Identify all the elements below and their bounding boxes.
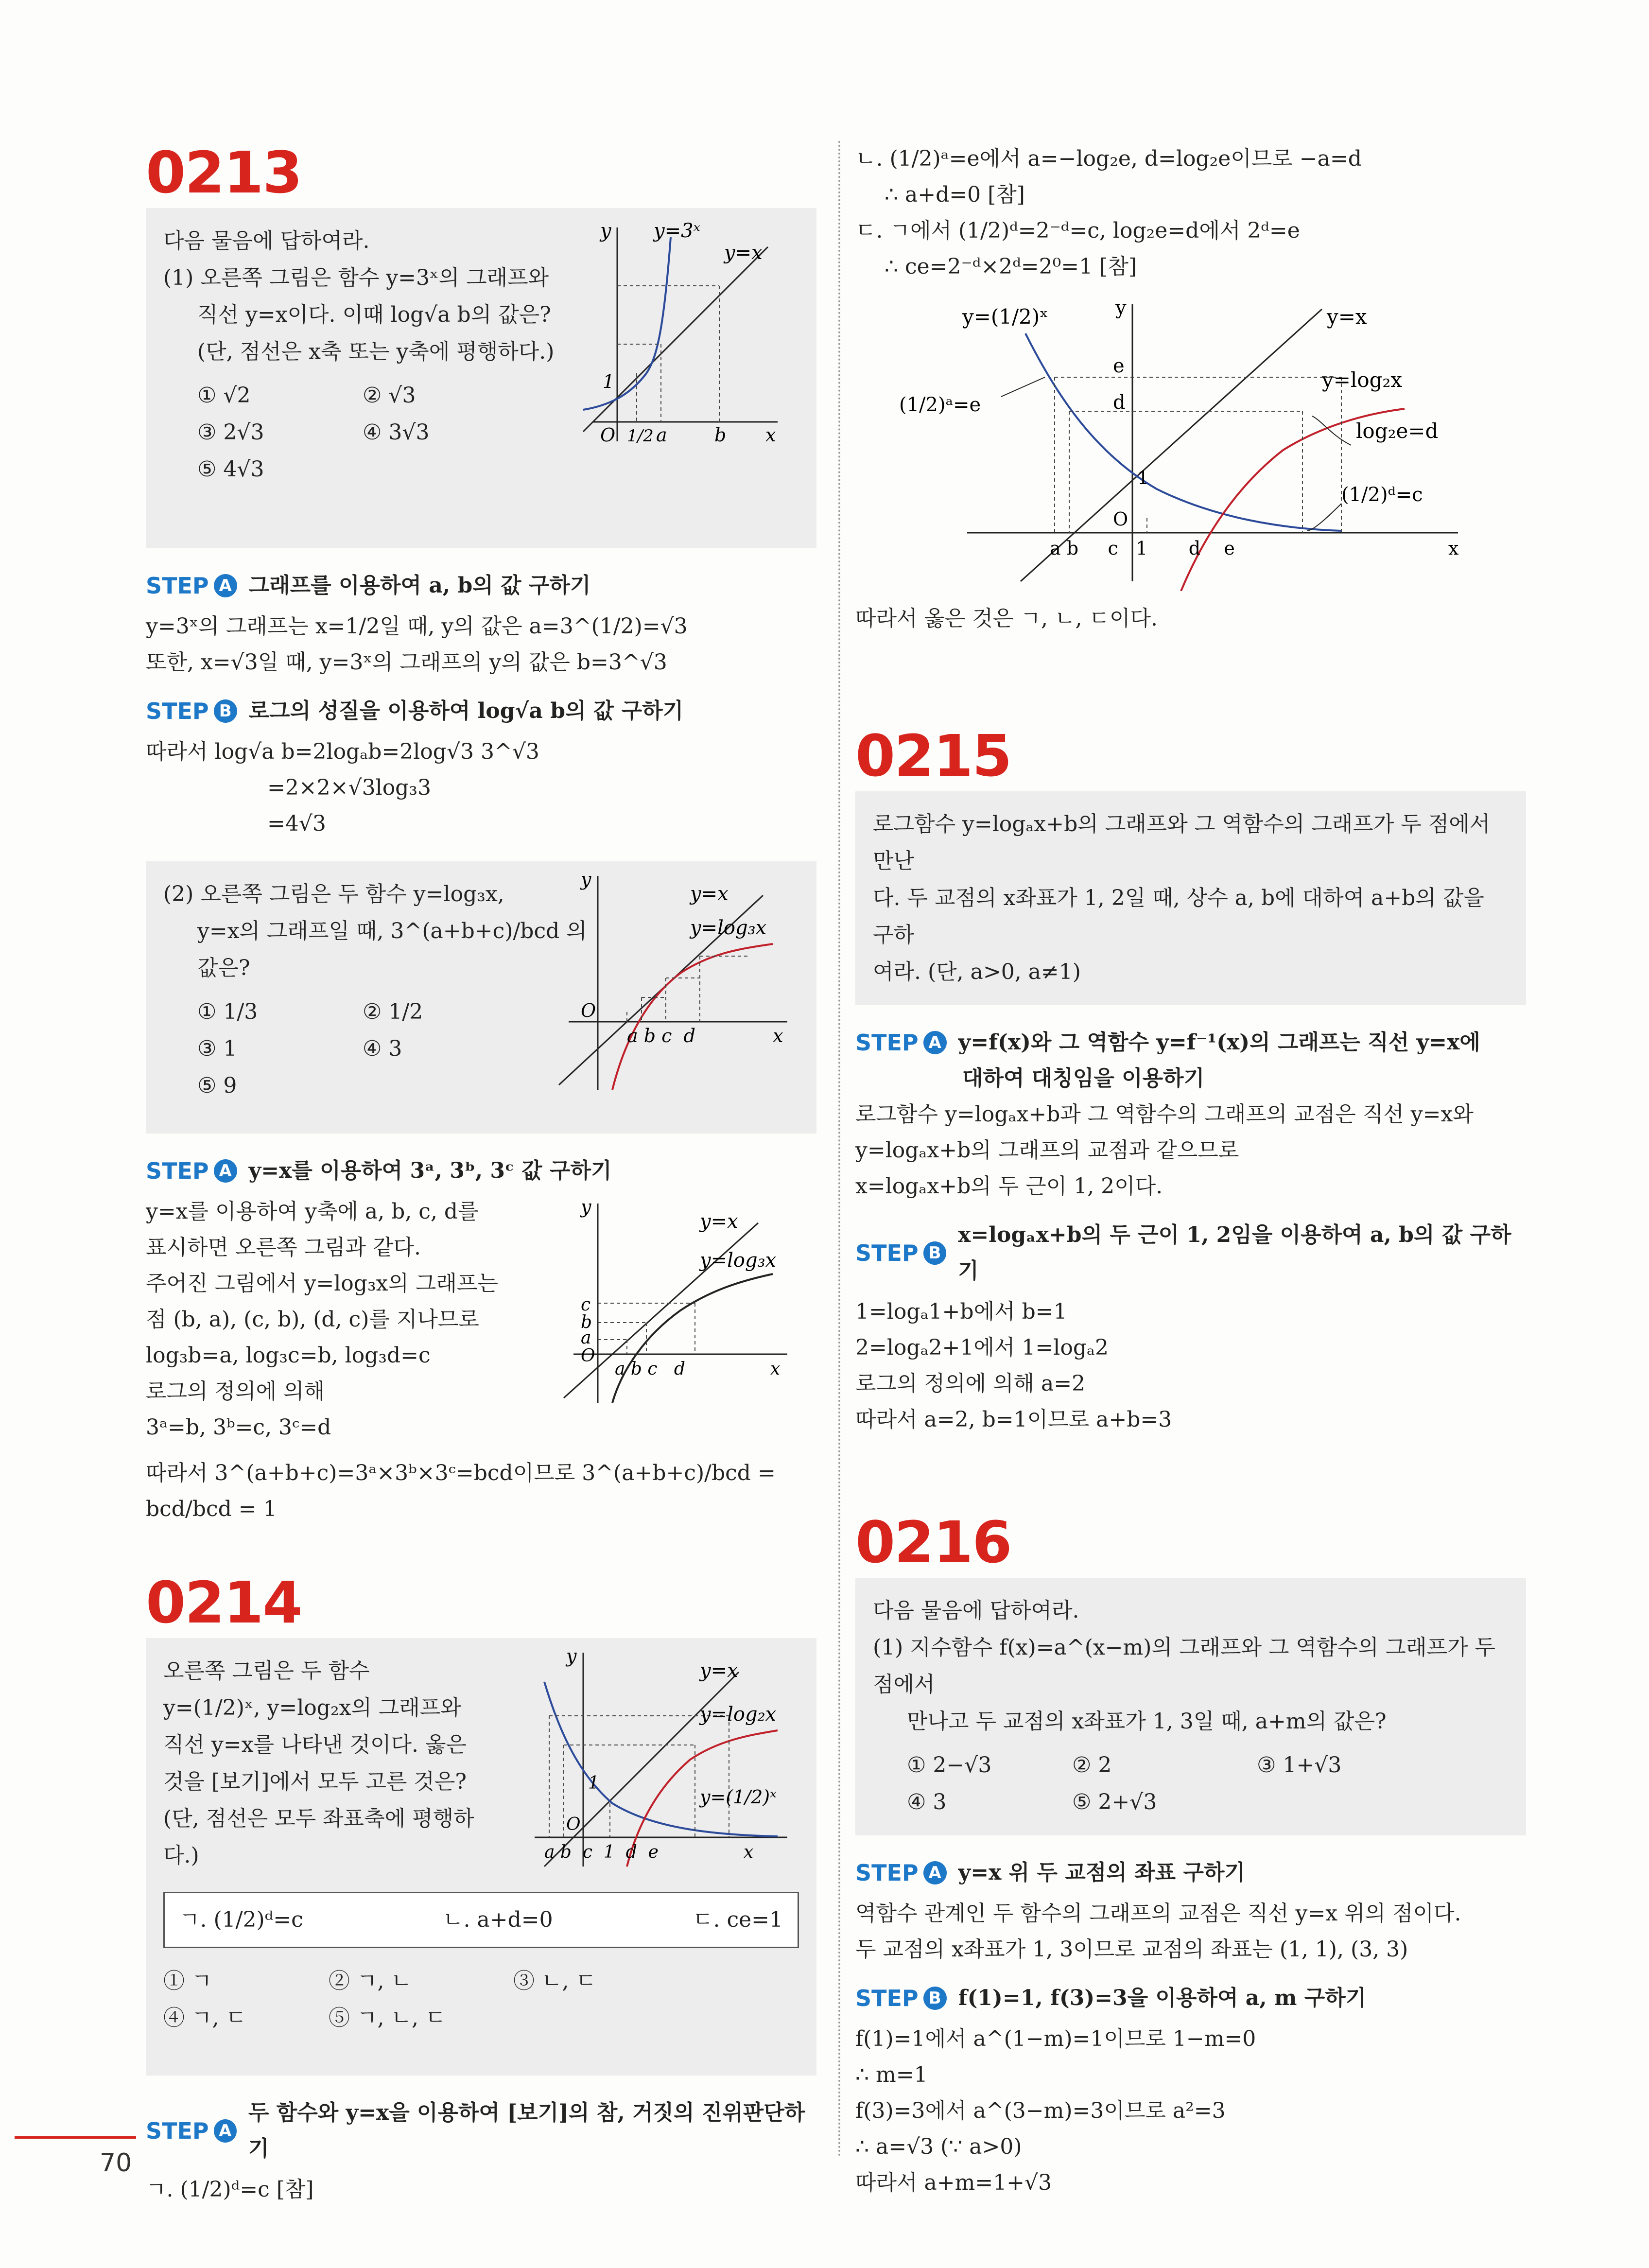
choice-5[interactable]: ⑤ 9 [197,1073,237,1098]
fig-x-label: x [744,1842,754,1862]
solution-line: 역함수 관계인 두 함수의 그래프의 교점은 직선 y=x 위의 점이다. [855,1901,1461,1926]
fig-e-label: e [1113,355,1125,377]
choice-5[interactable]: ⑤ ㄱ, ㄴ, ㄷ [329,2006,446,2030]
step-b-heading [855,1217,1526,1289]
question-box-0215 [855,791,1526,1005]
step-letter-badge: B [923,1241,947,1265]
question-line: y=x의 그래프일 때, 3^(a+b+c)/bcd 의 [197,919,587,943]
fig-line-label: y=x [724,242,763,264]
question-line: 다.) [163,1843,199,1868]
answer-choices [873,1747,1509,1821]
step-letter-badge: B [923,1987,947,2010]
right-column [855,141,1526,2201]
fig-log-label: y=log₂x [700,1703,777,1726]
solution-line: 따라서 a=2, b=1이므로 a+b=3 [855,1407,1172,1432]
fig-one-label: 1 [588,1773,599,1793]
step-label: STEP [146,1158,209,1184]
fig-dc-label: (1/2)ᵈ=c [1341,484,1423,506]
question-line: (1) 오른쪽 그림은 함수 y=3ˣ의 그래프와 [163,265,549,290]
solution-line: y=3ˣ의 그래프는 x=1/2일 때, y의 값은 a=3^(1/2)=√3 [146,614,688,639]
solution-conclusion: 따라서 3^(a+b+c)=3ᵃ×3ᵇ×3ᶜ=bcd이므로 3^(a+b+c)/bcd = bcd/bcd = 1 [146,1461,776,1521]
step-b-heading [146,693,816,729]
step-title-continued: 대하여 대칭임을 이용하기 [962,1066,1205,1091]
solution-line: 또한, x=√3일 때, y=3ˣ의 그래프의 y의 값은 b=3^√3 [146,650,667,675]
fig-ae-label: (1/2)ᵃ=e [899,394,981,416]
step-title: y=x를 이용하여 3ᵃ, 3ᵇ, 3ᶜ 값 구하기 [248,1158,612,1183]
solution-line: 1=logₐ1+b에서 b=1 [855,1299,1067,1324]
choice-5[interactable]: ⑤ 2+√3 [1072,1790,1157,1814]
question-line: 오른쪽 그림은 두 함수 [163,1658,370,1683]
fig-origin-label: O [581,1346,595,1366]
solution-line: 따라서 log√a b=2logₐb=2log√3 3^√3 [146,739,539,764]
question-intro: 다음 물음에 답하여라. [873,1598,1079,1623]
figure-0214-graph [515,1643,797,1871]
solution-line: 주어진 그림에서 y=log₃x의 그래프는 [146,1271,498,1296]
fig-xs-label: a b c 1 d e [1050,538,1235,559]
choice-3[interactable]: ③ 1 [197,1036,237,1061]
solution-line: ㄴ. (1/2)ᵃ=e에서 a=−log₂e, d=log₂e이므로 −a=d [855,146,1362,171]
choice-2[interactable]: ② ㄱ, ㄴ [329,1969,412,1993]
problem-number-0214: 0214 [146,1569,302,1636]
fig-c-label: c [581,1295,591,1315]
fig-loge-label: log₂e=d [1356,419,1439,443]
figure-log3-marked [554,1194,797,1408]
step-label: STEP [146,573,209,599]
step-title: y=x 위 두 교점의 좌표 구하기 [958,1860,1245,1885]
choice-4[interactable]: ④ ㄱ, ㄷ [163,2006,246,2030]
bogi-item-2: ㄴ. a+d=0 [443,1907,553,1932]
solution-line: 로그함수 y=logₐx+b과 그 역함수의 그래프의 교점은 직선 y=x와 [855,1102,1474,1127]
fig-y-label: y [581,869,591,890]
step-a-heading [855,1855,1526,1891]
solution-line: 따라서 a+m=1+√3 [855,2170,1052,2195]
question-line: 로그함수 y=logₐx+b의 그래프와 그 역함수의 그래프가 두 점에서 만난 [873,812,1491,873]
step-a-heading [146,568,816,604]
choice-4[interactable]: ④ 3 [907,1790,947,1814]
fig-curve-label: y=3ˣ [654,220,700,242]
solution-line: ∴ a=√3 (∵ a>0) [855,2134,1022,2159]
bogi-item-3: ㄷ. ce=1 [692,1907,783,1932]
fig-exp-label: y=(1/2)ˣ [962,305,1049,329]
fig-exp-label: y=(1/2)ˣ [700,1786,777,1808]
choice-2[interactable]: ② 1/2 [363,999,423,1024]
question-line: 값은? [197,956,250,980]
choice-1[interactable]: ① 1/3 [197,999,258,1024]
step-label: STEP [855,1985,919,2011]
page-number-rule [15,2136,136,2139]
solution-line: =2×2×√3log₃3 [267,775,431,800]
choice-2[interactable]: ② √3 [363,383,416,408]
fig-x-label: x [1448,538,1459,559]
figure-0214-solution [855,290,1487,591]
fig-x-label: x [773,1025,783,1047]
figure-log3-graph [544,866,797,1095]
solution-line: 2=logₐ2+1에서 1=logₐ2 [855,1335,1109,1360]
solution-line: 표시하면 오른쪽 그림과 같다. [146,1235,421,1260]
choice-3[interactable]: ③ 2√3 [197,420,264,445]
solution-line: 점 (b, a), (c, b), (d, c)를 지나므로 [146,1307,479,1332]
choice-1[interactable]: ① 2−√3 [907,1753,992,1778]
step-letter-badge: A [214,574,237,597]
step-label: STEP [855,1860,919,1886]
fig-line-label: y=x [690,883,729,905]
question-line: 직선 y=x이다. 이때 log√a b의 값은? [197,302,551,327]
fig-origin-label: O [600,424,616,446]
fig-origin-label: O [581,1000,596,1021]
question-intro: 다음 물음에 답하여라. [163,228,370,253]
question-line: (2) 오른쪽 그림은 두 함수 y=log₃x, [163,882,504,907]
conclusion: 따라서 옳은 것은 ㄱ, ㄴ, ㄷ이다. [855,606,1158,631]
fig-line-label: y=x [700,1210,738,1233]
step-title: 두 함수와 y=x을 이용하여 [보기]의 참, 거짓의 진위판단하기 [248,2100,805,2161]
fig-abcd-label: a b c d [627,1025,695,1047]
choice-3[interactable]: ③ ㄴ, ㄷ [513,1969,596,1993]
choice-2[interactable]: ② 2 [1072,1753,1112,1778]
fig-curve-label: y=log₃x [700,1249,777,1272]
fig-line-label: y=x [700,1659,738,1682]
fig-a-label: a [581,1328,591,1348]
step-label: STEP [146,698,209,724]
step-letter-badge: A [214,1159,237,1183]
fig-y-label: y [1115,297,1127,319]
step-letter-badge: A [923,1031,947,1054]
fig-line-label: y=x [1327,305,1367,329]
solution-line: 3ᵃ=b, 3ᵇ=c, 3ᶜ=d [146,1415,331,1440]
solution-line: f(1)=1에서 a^(1−m)=1이므로 1−m=0 [855,2026,1256,2051]
solution-line: f(3)=3에서 a^(3−m)=3이므로 a²=3 [855,2098,1226,2123]
problem-number-0216: 0216 [855,1509,1011,1576]
solution-line: log₃b=a, log₃c=b, log₃d=c [146,1343,431,1368]
step-label: STEP [855,1029,919,1056]
question-box-0214 [146,1638,816,2076]
choice-4[interactable]: ④ 3√3 [363,420,430,445]
step-letter-badge: A [923,1861,947,1884]
solution-line: ㄱ. (1/2)ᵈ=c [참] [146,2177,314,2202]
solution-line: ∴ ce=2⁻ᵈ×2ᵈ=2⁰=1 [참] [885,254,1137,279]
question-line: 만나고 두 교점의 x좌표가 1, 3일 때, a+m의 값은? [907,1709,1387,1734]
fig-log-label: y=log₂x [1322,368,1403,392]
fig-xs-label: a b c 1 d e [544,1842,659,1862]
choice-1[interactable]: ① ㄱ [163,1969,212,1993]
problem-number-0213: 0213 [146,139,302,206]
figure-exponential-graph [573,218,787,451]
fig-y-label: y [566,1645,577,1667]
step-a-heading [146,2095,816,2167]
fig-d-label: d [1113,391,1126,414]
fig-curve-label: y=log₃x [690,917,767,939]
solution-block [146,1194,816,1446]
column-divider [838,141,840,2158]
fig-x-label: x [770,1359,781,1379]
solution-line: ∴ a+d=0 [참] [885,182,1025,207]
step-letter-badge: A [214,2119,237,2143]
step-title: x=logₐx+b의 두 근이 1, 2임을 이용하여 a, b의 값 구하기 [958,1222,1511,1283]
question-line: y=(1/2)ˣ, y=log₂x의 그래프와 [163,1695,461,1720]
step-letter-badge: B [214,699,237,723]
choice-1[interactable]: ① √2 [197,383,251,408]
fig-b-label: b [714,424,727,446]
step-a-heading [146,1153,816,1189]
question-box-0213-2 [146,861,816,1134]
fig-origin-label: O [566,1814,581,1834]
solution-line: x=logₐx+b의 두 근이 1, 2이다. [855,1174,1163,1199]
page-number: 70 [100,2148,132,2178]
question-line: 것을 [보기]에서 모두 고른 것은? [163,1769,467,1794]
fig-one-label: 1 [603,371,615,392]
bogi-item-1: ㄱ. (1/2)ᵈ=c [179,1907,303,1932]
fig-y-label: y [600,220,611,242]
solution-line: =4√3 [267,811,326,836]
choice-4[interactable]: ④ 3 [363,1036,402,1061]
question-line: 다. 두 교점의 x좌표가 1, 2일 때, 상수 a, b에 대하여 a+b의 값을 구하 [873,886,1484,947]
fig-one-label: 1 [1137,467,1149,488]
question-line: (단, 점선은 모두 좌표축에 평행하 [163,1806,474,1831]
solution-line: ㄷ. ㄱ에서 (1/2)ᵈ=2⁻ᵈ=c, log₂e=d에서 2ᵈ=e [855,218,1300,243]
solution-line: 로그의 정의에 의해 [146,1379,325,1404]
question-line: (1) 지수함수 f(x)=a^(x−m)의 그래프와 그 역함수의 그래프가 두 점에서 [873,1635,1495,1697]
fig-half-label: 1/2 [627,426,654,446]
fig-y-label: y [581,1196,591,1218]
choice-5[interactable]: ⑤ 4√3 [197,457,264,482]
fig-origin-label: O [1113,508,1128,530]
choice-3[interactable]: ③ 1+√3 [1257,1753,1342,1778]
answer-choices [163,1963,799,2037]
step-title: 로그의 성질을 이용하여 log√a b의 값 구하기 [248,698,684,723]
step-title: f(1)=1, f(3)=3을 이용하여 a, m 구하기 [958,1986,1367,2010]
solution-line: y=logₐx+b의 그래프의 교점과 같으므로 [855,1138,1239,1163]
question-box-0216 [855,1578,1526,1835]
question-box-0213-1 [146,208,816,548]
question-line: 여라. (단, a>0, a≠1) [873,960,1081,984]
fig-abcd-label: a b c d [615,1359,685,1379]
step-title: y=f(x)와 그 역함수 y=f⁻¹(x)의 그래프는 직선 y=x에 [958,1030,1480,1055]
step-title: 그래프를 이용하여 a, b의 값 구하기 [248,573,591,598]
solution-line: 로그의 정의에 의해 a=2 [855,1371,1086,1396]
left-column [146,141,816,2208]
fig-b-label: b [581,1312,592,1332]
step-label: STEP [855,1240,919,1266]
question-line: (단, 점선은 x축 또는 y축에 평행하다.) [197,339,555,364]
problem-number-0215: 0215 [855,722,1011,789]
bogi-box [163,1892,799,1948]
step-b-heading [855,1980,1526,2016]
fig-x-label: x [765,424,776,446]
question-line: 직선 y=x를 나타낸 것이다. 옳은 [163,1732,467,1757]
solution-line: ∴ m=1 [855,2062,928,2087]
solution-line: 두 교점의 x좌표가 1, 3이므로 교점의 좌표는 (1, 1), (3, 3) [855,1937,1408,1962]
step-label: STEP [146,2118,209,2144]
step-a-heading [855,1025,1526,1061]
fig-a-label: a [656,424,667,446]
solution-line: y=x를 이용하여 y축에 a, b, c, d를 [146,1199,479,1224]
